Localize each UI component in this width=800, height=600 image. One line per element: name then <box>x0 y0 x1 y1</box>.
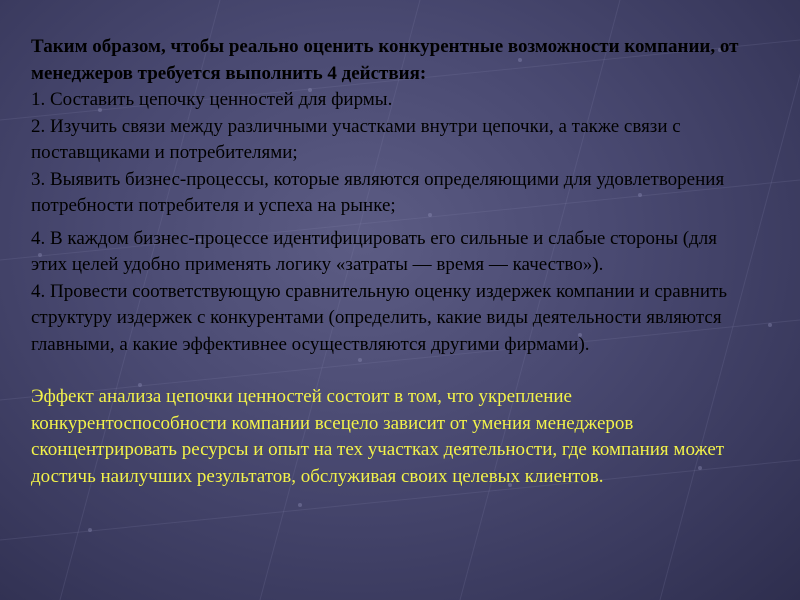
list-item: 4. Провести соответствующую сравнительную оценку издержек компании и сравнить структуру издержек с конкурентами (определить, какие виды деятельности являются главными, а какие эффективнее осуществляются другими фирмами). <box>31 280 727 355</box>
list-item: 2. Изучить связи между различными участками внутри цепочки, а также связи с поставщиками и потребителями; <box>31 115 681 163</box>
slide-content <box>31 34 756 490</box>
summary-paragraph: Эффект анализа цепочки ценностей состоит в том, что укрепление конкурентоспособности компании всецело зависит от умения менеджеров сконцентрировать ресурсы и опыт на тех участках деятельности, где компания может достичь наилучших результатов, обслуживая своих целевых клиентов. <box>31 386 725 487</box>
list-item: 1. Составить цепочку ценностей для фирмы. <box>31 89 393 110</box>
list-item: 3. Выявить бизнес-процессы, которые являются определяющими для удовлетворения потребности потребителя и успеха на рынке; <box>31 168 725 216</box>
list-item: 4. В каждом бизнес-процессе идентифицировать его сильные и слабые стороны (для этих целей удобно применять логику «затраты — время — качество»). <box>31 227 717 275</box>
slide-heading: Таким образом, чтобы реально оценить конкурентные возможности компании, от менеджеров требуется выполнить 4 действия: <box>31 36 739 84</box>
